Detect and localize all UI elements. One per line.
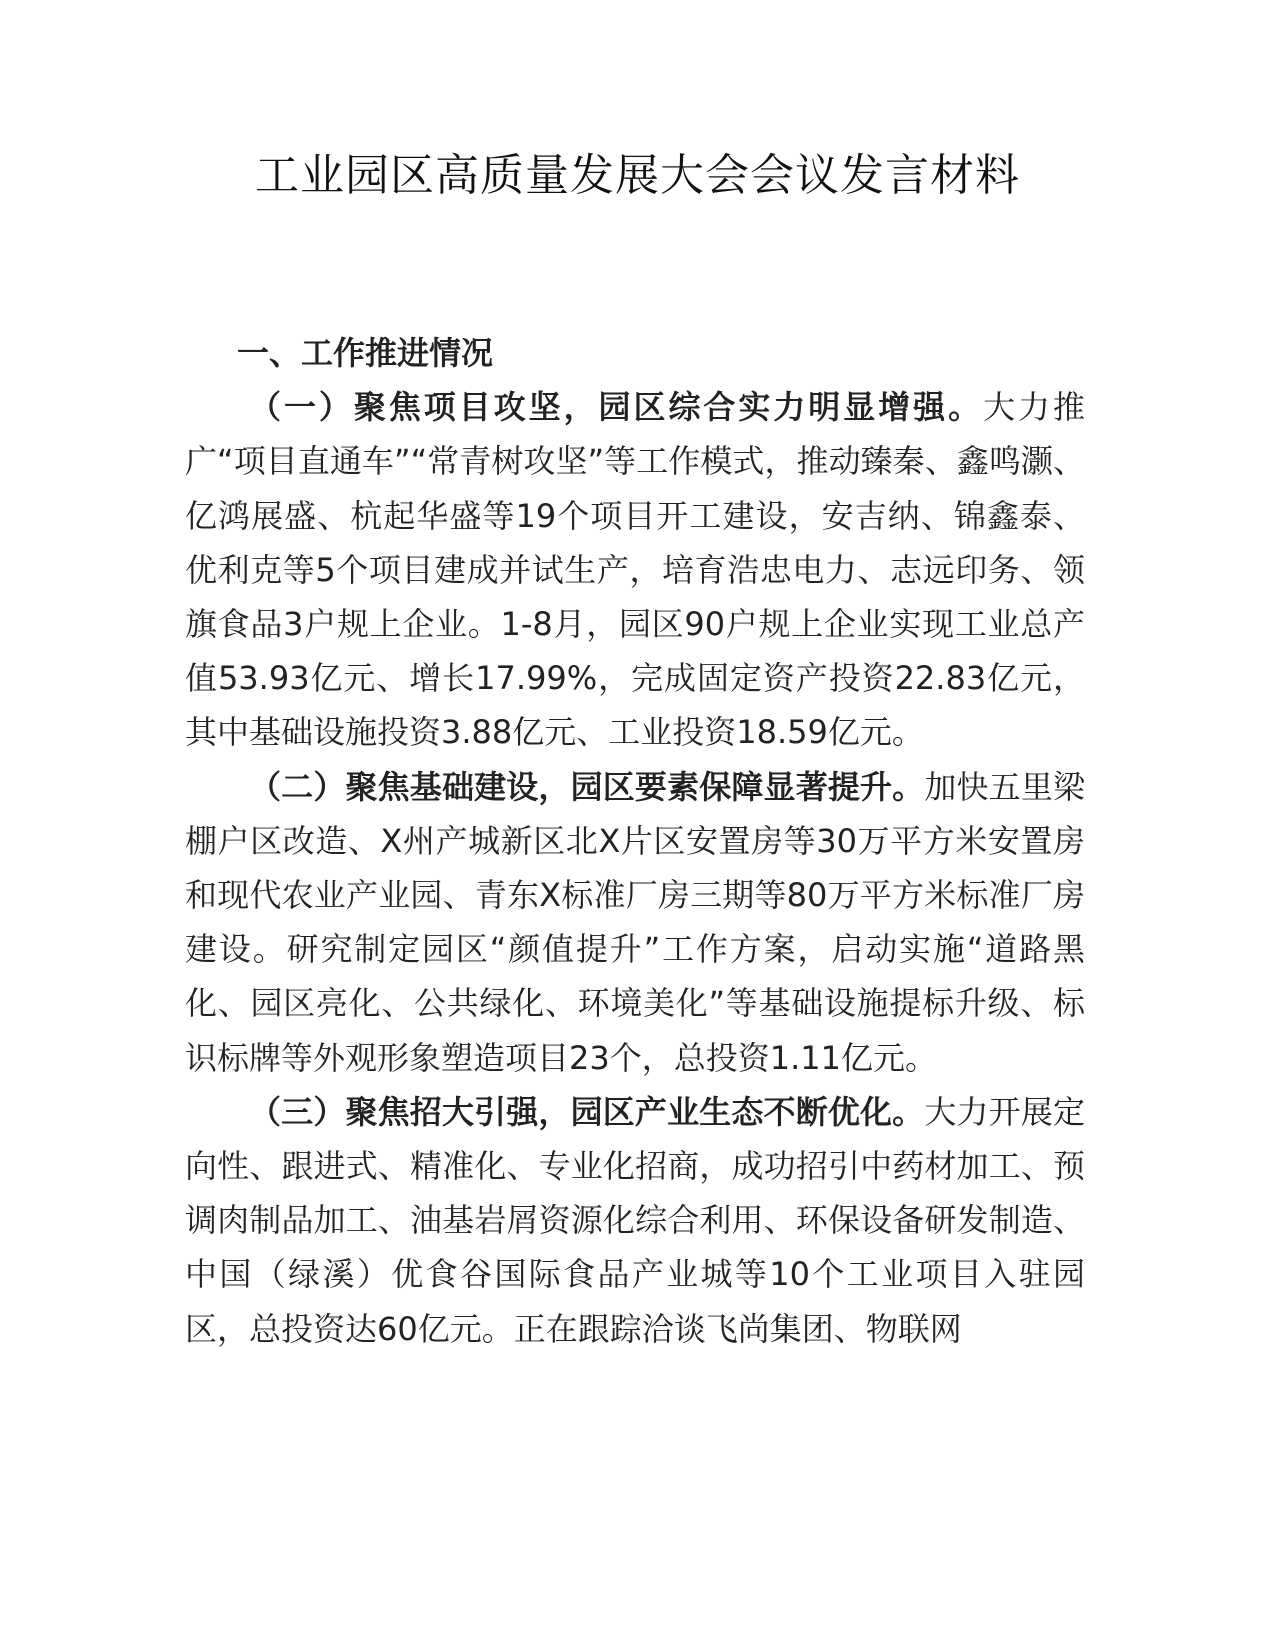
paragraph-2-lead: （二）聚焦基础建设，园区要素保障显著提升。 (249, 767, 925, 806)
paragraph-2 (185, 760, 1085, 1085)
paragraph-1-lead: （一）聚焦项目攻坚，园区综合实力明显增强。 (249, 388, 984, 427)
paragraph-3-lead: （三）聚焦招大引强，园区产业生态不断优化。 (249, 1092, 925, 1131)
paragraph-1 (185, 380, 1085, 759)
document-title: 工业园区高质量发展大会会议发言材料 (255, 150, 1020, 201)
paragraph-1-text: 大力推广“项目直通车”“常青树攻坚”等工作模式，推动臻秦、鑫鸣灏、亿鸿展盛、杭起华盛等19个项目开工建设，安吉纳、锦鑫泰、优利克等5个项目建成并试生产，培育浩忠电力、志远印务、领旗食品3户规上企业。1-8月，园区90户规上企业实现工业总产值53.93亿元、增长17.99%，完成固定资产投资22.83亿元，其中基础设施投资3.88亿元、工业投资18.59亿元。 (185, 388, 1085, 752)
section-heading: 一、工作推进情况 (237, 334, 494, 372)
paragraph-2-text: 加快五里梁棚户区改造、X州产城新区北X片区安置房等30万平方米安置房和现代农业产业园、青东X标准厂房三期等80万平方米标准厂房建设。研究制定园区“颜值提升”工作方案，启动实施“道路黑化、园区亮化、公共绿化、环境美化”等基础设施提标升级、标识标牌等外观形象塑造项目23个，总投资1.11亿元。 (185, 767, 1085, 1077)
paragraph-3-text: 大力开展定向性、跟进式、精准化、专业化招商，成功招引中药材加工、预调肉制品加工、油基岩屑资源化综合利用、环保设备研发制造、中国（绿溪）优食谷国际食品产业城等10个工业项目入驻园区，总投资达60亿元。正在跟踪洽谈飞尚集团、物联网 (185, 1092, 1085, 1348)
paragraph-3 (185, 1085, 1085, 1356)
document-body (185, 326, 1085, 1356)
